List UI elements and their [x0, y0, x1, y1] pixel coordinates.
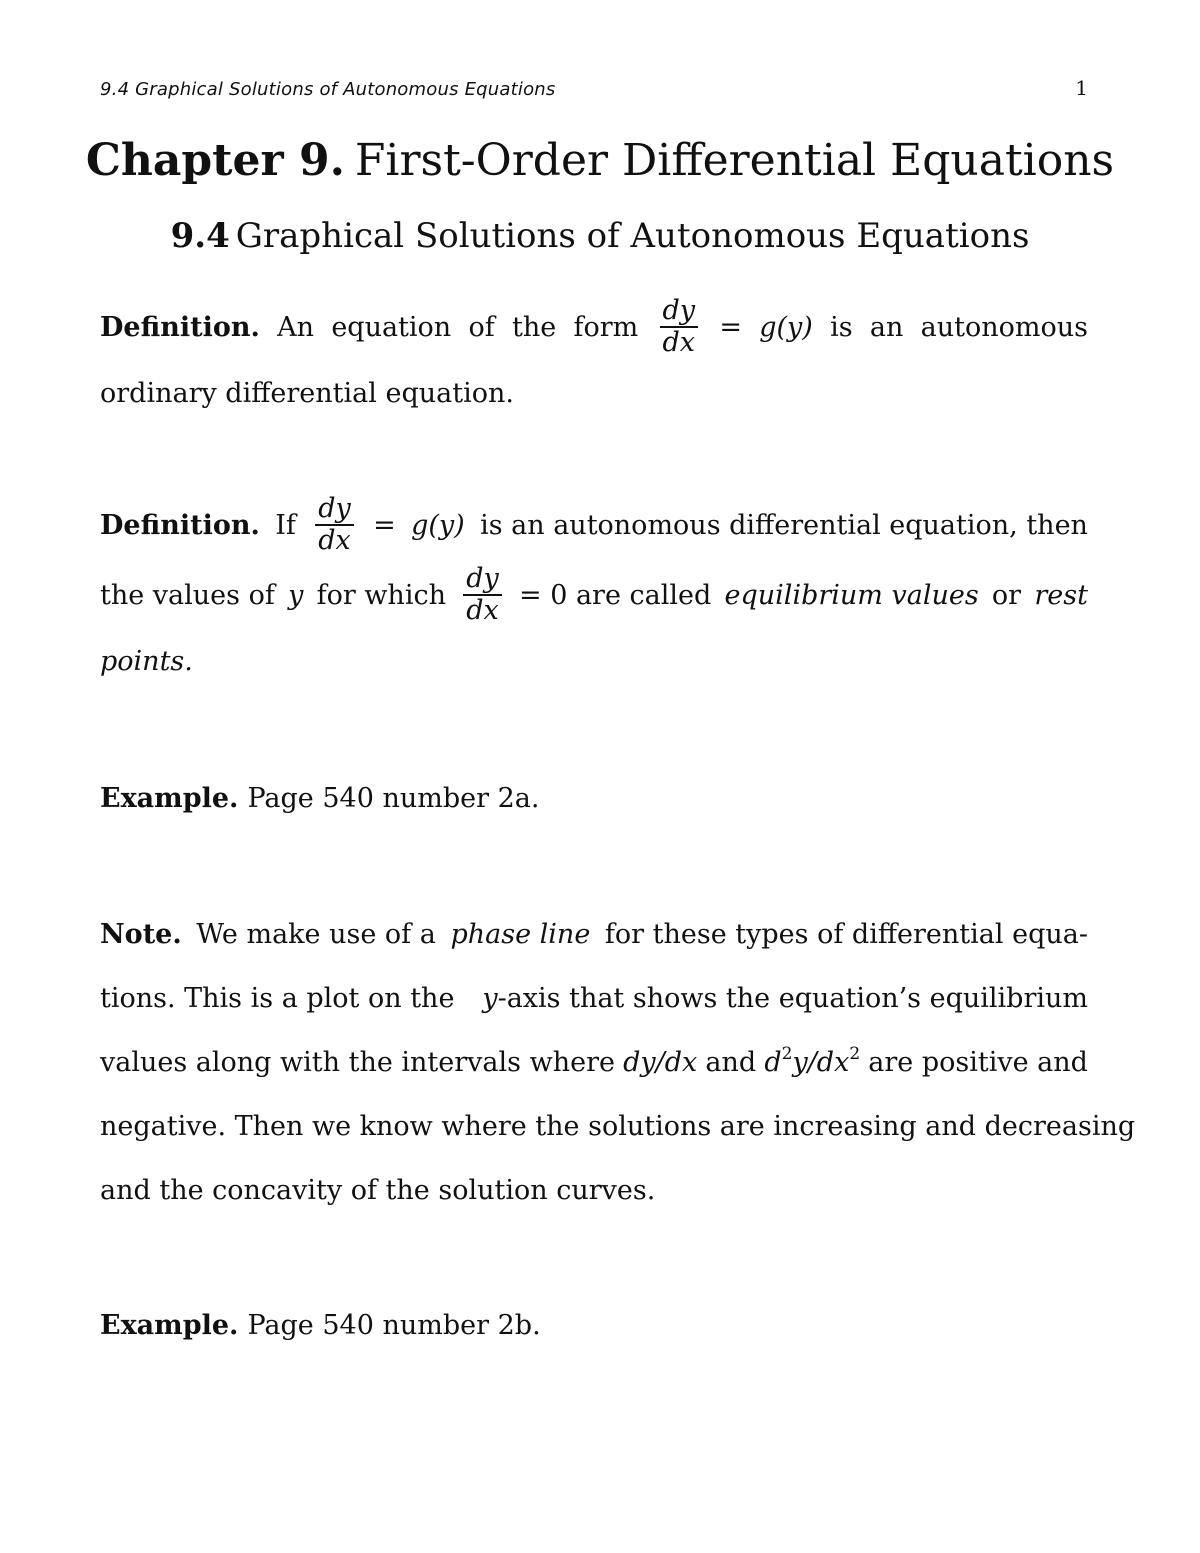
- definition-2-line-1: [100, 494, 1088, 556]
- fraction-numerator: dy: [662, 295, 696, 326]
- definition-2-line-2: [100, 564, 1088, 626]
- text-run: values along with the intervals where: [100, 1047, 615, 1078]
- example-text: Page 540 number 2b.: [247, 1310, 541, 1341]
- word: the: [511, 311, 557, 343]
- text-run: for which: [316, 579, 446, 611]
- definition-1-line-2: [100, 378, 1088, 409]
- section-name: Graphical Solutions of Autonomous Equations: [235, 216, 1030, 256]
- fraction-dy-dx: [315, 494, 354, 556]
- math-text: d: [764, 1047, 782, 1078]
- definition-1-line-1: [100, 296, 1088, 358]
- math-second-derivative: [764, 1044, 861, 1078]
- definition-2-line-3: [100, 646, 1088, 677]
- superscript: 2: [781, 1044, 793, 1064]
- section-title: [0, 216, 1200, 256]
- word: If: [275, 509, 296, 541]
- definition-label: Definition.: [100, 509, 260, 541]
- chapter-title: [0, 135, 1200, 186]
- text-run: the values of: [100, 579, 275, 611]
- text-run: -axis that shows the equation’s equilibrium: [497, 983, 1088, 1014]
- word: or: [991, 579, 1022, 611]
- section-number: 9.4: [170, 216, 230, 256]
- word: form: [573, 311, 639, 343]
- text-run: and the concavity of the solution curves.: [100, 1175, 656, 1206]
- example-label: Example.: [100, 783, 239, 814]
- word: is: [830, 311, 853, 343]
- example-label: Example.: [100, 1310, 239, 1341]
- math-g-of-y: g(y): [411, 509, 465, 541]
- superscript: 2: [849, 1044, 861, 1064]
- word: an: [869, 311, 904, 343]
- fraction-numerator: dy: [466, 563, 499, 594]
- chapter-label: Chapter 9.: [85, 135, 345, 186]
- word: of: [468, 311, 495, 343]
- running-header: [100, 76, 1088, 100]
- text-run: negative. Then we know where the solutions are increasing and decreasing: [100, 1111, 1136, 1142]
- note-line-5: [100, 1175, 1088, 1206]
- note-line-3: [100, 1044, 1088, 1078]
- fraction-denominator: dx: [466, 595, 499, 627]
- example-1-line: [100, 783, 1088, 814]
- fraction-numerator: dy: [318, 493, 351, 524]
- equals-sign: =: [373, 509, 396, 541]
- text-run: ordinary differential equation.: [100, 378, 514, 409]
- text-run: tions. This is a plot on the: [100, 983, 455, 1014]
- y-axis-phrase: [482, 983, 1088, 1014]
- fraction-dy-dx: [660, 296, 699, 358]
- term-points: points.: [100, 646, 193, 677]
- fraction-denominator: dx: [318, 525, 351, 557]
- word: An: [277, 311, 315, 343]
- math-text: y/dx: [792, 1047, 850, 1078]
- note-line-2: [100, 983, 1088, 1014]
- text-run: is an autonomous differential equation, then: [480, 509, 1088, 541]
- text-run: We make use of a: [196, 919, 436, 950]
- fraction-dy-dx: [463, 564, 502, 626]
- text-run: for these types of differential equa-: [604, 919, 1088, 950]
- term-rest: rest: [1034, 579, 1088, 611]
- note-line-1: [100, 919, 1088, 950]
- running-title: 9.4 Graphical Solutions of Autonomous Equations: [100, 79, 556, 100]
- word: and: [705, 1047, 757, 1078]
- chapter-name: First-Order Differential Equations: [354, 135, 1115, 186]
- example-text: Page 540 number 2a.: [247, 783, 540, 814]
- text-run: = 0 are called: [518, 579, 712, 611]
- math-variable-y: y: [288, 579, 304, 611]
- example-2-line: [100, 1310, 1088, 1341]
- math-dy-dx: dy/dx: [623, 1047, 698, 1078]
- note-label: Note.: [100, 919, 182, 950]
- term-equilibrium-values: equilibrium values: [724, 579, 979, 611]
- word: equation: [331, 311, 452, 343]
- math-variable-y: y: [482, 983, 498, 1014]
- note-line-4: [100, 1111, 1136, 1142]
- math-g-of-y: g(y): [759, 311, 813, 343]
- equals-sign: =: [719, 311, 742, 343]
- word: autonomous: [920, 311, 1088, 343]
- definition-label: Definition.: [100, 311, 260, 343]
- text-run: are positive and: [868, 1047, 1088, 1078]
- fraction-denominator: dx: [662, 327, 696, 359]
- term-phase-line: phase line: [450, 919, 591, 950]
- page-number: 1: [1075, 76, 1088, 100]
